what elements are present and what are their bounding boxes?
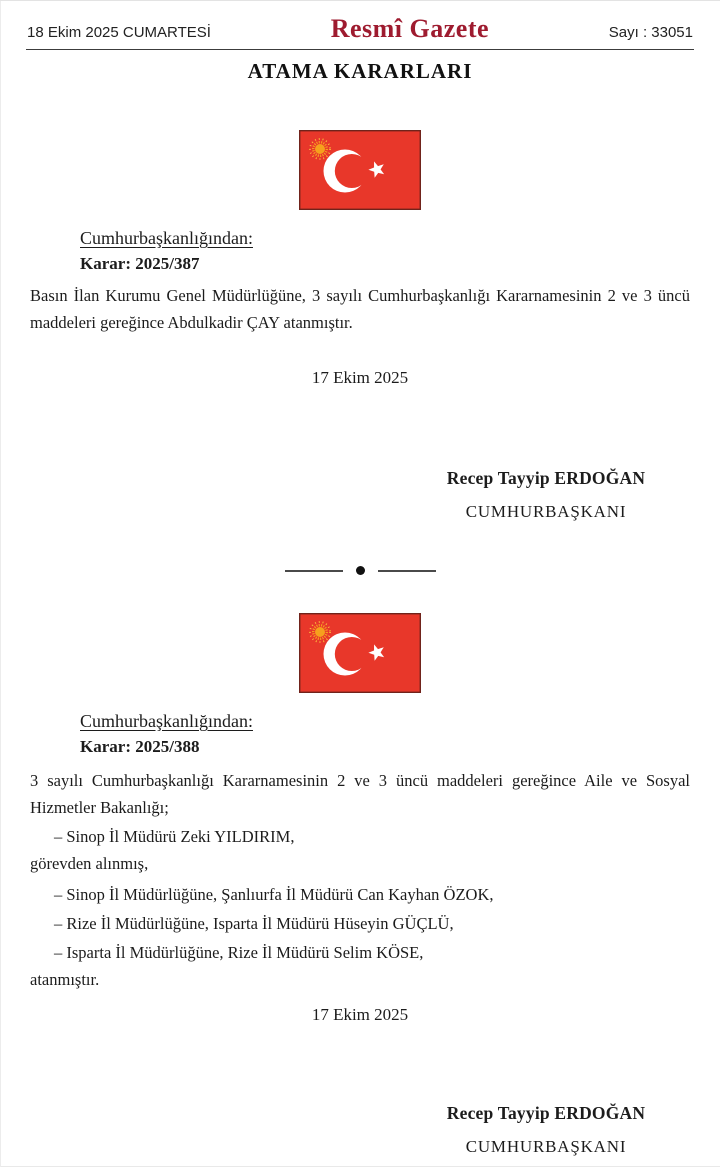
gazette-header <box>0 0 720 44</box>
decision-number: Karar: 2025/387 <box>80 254 200 273</box>
decree-body-text: Basın İlan Kurumu Genel Müdürlüğüne, 3 sayılı Cumhurbaşkanlığı Kararnamesinin 2 ve 3 üncü maddeleri gereğince Abdulkadir ÇAY atanmıştır. <box>30 286 690 332</box>
signatory-name: Recep Tayyip ERDOĞAN <box>446 1103 646 1123</box>
signatory-title: CUMHURBAŞKANI <box>465 1137 627 1156</box>
dismissed-note: görevden alınmış, <box>30 854 149 873</box>
flag-container-1 <box>0 130 720 210</box>
decree-387-section <box>0 130 720 522</box>
signature-block <box>396 1103 696 1157</box>
turkish-presidential-flag-icon <box>299 130 421 210</box>
signatory-title: CUMHURBAŞKANI <box>465 502 627 521</box>
header-date: 18 Ekim 2025 CUMARTESİ <box>27 24 211 41</box>
divider-line-left <box>285 570 343 572</box>
decision-number: Karar: 2025/388 <box>80 737 200 756</box>
authority-heading: Cumhurbaşkanlığından: <box>80 711 253 731</box>
divider-line-right <box>378 570 436 572</box>
turkish-presidential-flag-icon <box>299 613 421 693</box>
signature-block <box>396 468 696 522</box>
authority-heading: Cumhurbaşkanlığından: <box>80 228 253 248</box>
decree-388-section <box>0 613 720 1157</box>
appointed-list-item: – Sinop İl Müdürlüğüne, Şanlıurfa İl Müdürü Can Kayhan ÖZOK, <box>54 885 494 904</box>
divider-dot <box>356 566 365 575</box>
header-issue-number: Sayı : 33051 <box>608 24 693 41</box>
section-title: ATAMA KARARLARI <box>247 59 473 83</box>
decree-date: 17 Ekim 2025 <box>311 368 409 387</box>
gazette-title: Resmî Gazete <box>330 14 490 43</box>
appointed-list-item: – Rize İl Müdürlüğüne, Isparta İl Müdürü Hüseyin GÜÇLÜ, <box>54 914 454 933</box>
flag-container-2 <box>0 613 720 693</box>
decree-date: 17 Ekim 2025 <box>311 1005 409 1024</box>
dismissed-list-item: – Sinop İl Müdürü Zeki YILDIRIM, <box>54 827 295 846</box>
header-divider-rule <box>26 49 694 50</box>
signatory-name: Recep Tayyip ERDOĞAN <box>446 468 646 488</box>
decree-intro-text: 3 sayılı Cumhurbaşkanlığı Kararnamesinin 2 ve 3 üncü maddeleri gereğince Aile ve Sosyal Hizmetler Bakanlığı; <box>30 771 690 817</box>
appointed-list-item: – Isparta İl Müdürlüğüne, Rize İl Müdürü Selim KÖSE, <box>54 943 424 962</box>
section-divider <box>0 566 720 575</box>
appointed-note: atanmıştır. <box>30 970 100 989</box>
